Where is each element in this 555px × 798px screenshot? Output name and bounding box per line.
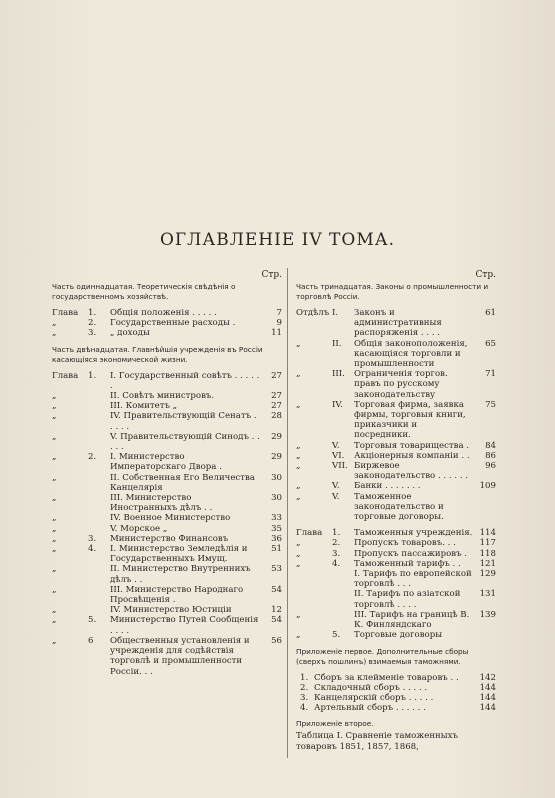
toc-entry: [296, 589, 496, 609]
toc-entry-text: I. Государственный совѣтъ . . . . . .: [110, 370, 260, 391]
toc-entry-marker: „: [296, 630, 301, 641]
toc-entry-text: IV. Министерство Юстиціи: [110, 605, 232, 616]
toc-entry-page: 118: [479, 548, 496, 559]
toc-entry: [52, 308, 282, 318]
toc-entry-marker: „: [296, 461, 301, 472]
toc-entry-marker: „: [296, 538, 301, 549]
toc-entry-page: 131: [479, 589, 496, 600]
toc-entry: [52, 328, 282, 338]
toc-entry-text: Акціонерныя компаніи . .: [354, 450, 470, 461]
toc-entry-marker: „: [52, 513, 57, 524]
toc-entry-number: 1.: [88, 308, 97, 318]
toc-entry-page: 29: [271, 431, 282, 442]
toc-entry-text: Банки . . . . . . .: [354, 481, 421, 492]
toc-entry-text: Пропускъ пассажировъ .: [354, 548, 468, 559]
part-12-entries: [52, 371, 282, 677]
toc-entry-text: Таможенный тарифъ . .: [354, 558, 461, 569]
toc-entry-number: 3.: [88, 328, 97, 339]
toc-entry: [296, 481, 496, 491]
toc-entry: [52, 371, 282, 391]
toc-entry: [52, 534, 282, 544]
toc-entry-page: 117: [479, 538, 496, 549]
toc-entry-text: Биржевое законодательство . . . . . .: [354, 461, 469, 482]
toc-entry-marker: „: [296, 440, 301, 451]
toc-entry: [296, 610, 496, 630]
part-13-heading: Часть тринадцатая. Законы о промышленности и торговлѣ Россіи.: [296, 282, 489, 301]
toc-entry-text: Сборъ за клейменіе товаровъ . .: [314, 672, 459, 683]
toc-entry-number: V.: [332, 440, 340, 451]
toc-entry: [52, 636, 282, 677]
toc-entry: [296, 549, 496, 559]
toc-entry-page: 75: [485, 399, 496, 410]
toc-entry-number: 2.: [300, 682, 309, 693]
toc-entry-page: 53: [271, 564, 282, 575]
toc-entry: [296, 461, 496, 481]
toc-entry-number: 1.: [300, 672, 309, 683]
toc-entry-marker: „: [52, 564, 57, 575]
toc-entry-number: IV.: [332, 399, 343, 410]
toc-entry-text: „ доходы: [110, 328, 150, 339]
toc-entry-page: 144: [479, 703, 496, 714]
page-title: ОГЛАВЛЕНІЕ IV ТОМА.: [159, 230, 396, 250]
toc-entry-text: Общія законоположенія, касающіяся торговли и промышленности: [354, 338, 468, 370]
toc-entry-marker: „: [296, 558, 301, 569]
toc-entry-number: V.: [332, 491, 340, 502]
toc-entry: [296, 703, 496, 713]
toc-entry-marker: „: [296, 491, 301, 502]
toc-entry-text: Торговыя товарищества .: [354, 440, 470, 451]
toc-entry-text: Складочный сборъ . . . . .: [314, 682, 428, 693]
toc-entry-number: 6: [88, 635, 94, 646]
toc-entry-number: VII.: [332, 461, 348, 472]
toc-entry-number: 5.: [332, 630, 341, 641]
toc-entry: [52, 391, 282, 401]
toc-entry: [296, 693, 496, 703]
toc-entry-text: Таблица I. Сравненіе таможенныхъ товаровъ 1851, 1857, 1868,: [296, 731, 458, 752]
toc-entry-page: 35: [271, 523, 282, 534]
toc-entry-number: 2.: [88, 318, 97, 329]
toc-entry: [296, 569, 496, 589]
toc-entry-text: Общественныя установленія и учрежденія для содѣйствія торговлѣ и промышленности Россіи. . .: [110, 635, 250, 677]
toc-entry-page: 129: [479, 569, 496, 580]
toc-entry-text: III. Министерство Иностранныхъ дѣлъ . .: [110, 493, 213, 514]
toc-entry-text: II. Тарифъ по азіатской торговлѣ . . . .: [354, 589, 461, 610]
toc-entry: [296, 731, 496, 751]
toc-entry-number: 1.: [332, 528, 341, 539]
toc-entry-number: VI.: [332, 450, 345, 461]
toc-entry-text: Законъ и административныя распоряженія . . . .: [354, 308, 442, 339]
toc-entry-marker: „: [296, 399, 301, 410]
toc-entry-page: 144: [479, 692, 496, 703]
toc-entry: [296, 369, 496, 400]
toc-entry: [52, 411, 282, 431]
toc-entry: [52, 585, 282, 605]
toc-entry-marker: „: [296, 609, 301, 620]
toc-entry-text: III. Комитетъ „: [110, 401, 178, 412]
toc-entry: [52, 513, 282, 523]
toc-entry: [296, 559, 496, 569]
toc-entry: [296, 308, 496, 339]
toc-entry-text: Государственные расходы .: [110, 318, 236, 329]
right-column: [296, 270, 496, 752]
toc-entry-page: 51: [271, 544, 282, 555]
appendix-1-entries: [296, 673, 496, 714]
appendix-1-heading: Приложеніе первое. Дополнительные сборы (сверхъ пошлинъ) взимаемыя таможнями.: [296, 646, 469, 666]
toc-entry-text: Таможенное законодательство и торговые договоры.: [354, 491, 444, 523]
toc-entry-page: 56: [271, 635, 282, 646]
toc-entry-page: 28: [271, 411, 282, 422]
toc-entry: [296, 492, 496, 523]
toc-entry-text: II. Собственная Его Величества Канцелярія: [110, 472, 255, 493]
toc-entry-marker: „: [52, 493, 57, 504]
toc-entry-text: II. Министерство Внутреннихъ дѣлъ . .: [110, 564, 251, 585]
toc-entry: [52, 605, 282, 615]
toc-entry-number: III.: [332, 369, 345, 380]
part-11-heading: Часть одиннадцатая. Теоретическія свѣдѣнія о государственномъ хозяйствѣ.: [52, 282, 236, 301]
toc-entry-marker: „: [296, 369, 301, 380]
toc-entry-text: II. Совѣтъ министровъ.: [110, 391, 215, 402]
toc-entry-page: 139: [479, 609, 496, 620]
toc-entry: [296, 528, 496, 538]
toc-entry-number: 2.: [88, 452, 97, 463]
toc-entry: [52, 452, 282, 472]
toc-entry-marker: Глава: [52, 308, 79, 318]
toc-entry: [52, 318, 282, 328]
toc-entry-marker: „: [52, 391, 57, 402]
toc-entry-marker: „: [52, 544, 57, 555]
toc-entry-text: Таможенныя учрежденія.: [354, 528, 473, 539]
toc-entry-page: 36: [271, 533, 282, 544]
toc-entry-page: 54: [271, 584, 282, 595]
toc-entry: [52, 544, 282, 564]
toc-entry-page: 27: [271, 370, 282, 381]
toc-entry-marker: „: [52, 472, 57, 483]
toc-entry: [296, 451, 496, 461]
part-11-entries: [52, 308, 282, 339]
toc-entry-number: 3.: [88, 533, 97, 544]
toc-entry-text: Торговая фирма, заявка фирмы, торговыя книги, приказчики и посредники.: [354, 399, 466, 441]
toc-entry-page: 71: [485, 369, 496, 380]
toc-entry-page: 27: [271, 401, 282, 412]
toc-entry-page: 86: [485, 450, 496, 461]
toc-entry: [296, 538, 496, 548]
toc-entry-number: 4.: [300, 703, 309, 714]
toc-entry-number: 4.: [88, 544, 97, 555]
left-column: [52, 270, 282, 677]
toc-entry-page: 12: [271, 605, 282, 616]
toc-entry-page: 65: [485, 338, 496, 349]
toc-entry-number: 1.: [88, 370, 97, 381]
toc-entry-page: 30: [271, 472, 282, 483]
part-12-heading: Часть двѣнадцатая. Главнѣйшія учрежденія въ Россіи касающіяся экономической жизни.: [52, 344, 263, 364]
toc-entry-marker: „: [52, 605, 57, 616]
toc-entry-text: Торговые договоры: [354, 630, 443, 641]
toc-entry-marker: „: [52, 431, 57, 442]
toc-entry-text: IV. Военное Министерство: [110, 513, 231, 524]
toc-entry: [52, 401, 282, 411]
toc-entry-page: 114: [479, 528, 496, 539]
toc-entry-page: 84: [485, 440, 496, 451]
toc-entry: [52, 493, 282, 513]
toc-entry: [52, 524, 282, 534]
toc-entry-text: Министерство Путей Сообщенія . . . .: [110, 615, 259, 636]
toc-entry: [296, 630, 496, 640]
toc-entry-number: 5.: [88, 615, 97, 626]
toc-entry: [296, 683, 496, 693]
toc-entry-page: 27: [271, 391, 282, 402]
toc-entry-marker: „: [52, 411, 57, 422]
toc-entry-marker: Глава: [52, 370, 79, 381]
toc-entry-text: Канцелярскій сборъ . . . . .: [314, 692, 434, 703]
toc-entry-marker: „: [52, 318, 57, 329]
toc-entry-marker: „: [296, 481, 301, 492]
toc-entry-text: III. Министерство Народнаго Просвѣщенія .: [110, 584, 244, 606]
toc-entry-marker: „: [52, 615, 57, 626]
toc-entry-marker: Глава: [296, 528, 323, 539]
toc-entry-marker: „: [296, 450, 301, 461]
page-col-label-left: Стр.: [261, 270, 282, 280]
toc-entry-page: 7: [276, 308, 282, 318]
toc-entry-page: 109: [479, 481, 496, 492]
toc-entry-text: IV. Правительствующій Сенатъ . . . . .: [110, 411, 257, 432]
toc-entry-page: 33: [271, 513, 282, 524]
toc-entry-page: 30: [271, 493, 282, 504]
toc-entry-text: Ограниченія торгов. правъ по русскому законодательству: [354, 369, 448, 400]
page-col-label-right: Стр.: [475, 270, 496, 280]
toc-entry-page: 9: [276, 318, 282, 329]
toc-entry-text: Министерство Финансовъ: [110, 533, 229, 544]
toc-entry-page: 142: [479, 672, 496, 683]
toc-entry-marker: „: [296, 548, 301, 559]
toc-entry-text: V. Морское „: [110, 523, 168, 534]
toc-entry-text: III. Тарифъ на границѣ В. К. Финляндскаго: [354, 609, 470, 631]
toc-entry-marker: „: [52, 452, 57, 463]
toc-entry-page: 144: [479, 682, 496, 693]
toc-entry: [296, 339, 496, 370]
toc-entry-number: I.: [332, 308, 339, 318]
toc-entry-number: 3.: [300, 692, 309, 703]
toc-entry: [52, 473, 282, 493]
otdel-entries: [296, 308, 496, 522]
toc-entry-text: Артельный сборъ . . . . . .: [314, 703, 426, 714]
toc-entry-page: 29: [271, 452, 282, 463]
toc-entry-number: 4.: [332, 558, 341, 569]
toc-entry-marker: „: [52, 401, 57, 412]
toc-entry-page: 96: [485, 461, 496, 472]
toc-entry-number: V.: [332, 481, 340, 492]
toc-entry: [52, 615, 282, 635]
toc-entry: [52, 564, 282, 584]
toc-entry-marker: „: [52, 584, 57, 595]
toc-entry-marker: „: [52, 523, 57, 534]
appendix-2-heading: Приложеніе второе.: [296, 719, 374, 729]
column-divider: [287, 268, 288, 758]
toc-entry: [296, 441, 496, 451]
toc-entry: [296, 400, 496, 441]
glava-entries: [296, 528, 496, 640]
toc-entry-text: I. Министерство Императорскаго Двора .: [110, 452, 222, 473]
toc-entry: [52, 432, 282, 452]
toc-entry-number: 3.: [332, 548, 341, 559]
toc-entry-page: 121: [479, 558, 496, 569]
toc-entry-page: 11: [271, 328, 282, 339]
toc-entry-page: 54: [271, 615, 282, 626]
toc-entry-text: Пропускъ товаровъ. . .: [354, 538, 456, 549]
toc-entry-marker: „: [296, 338, 301, 349]
toc-entry-text: Общія положенія . . . . .: [110, 308, 217, 318]
toc-entry-marker: „: [52, 635, 57, 646]
toc-entry-marker: „: [52, 328, 57, 339]
toc-entry-number: II.: [332, 338, 342, 349]
toc-entry-marker: „: [52, 533, 57, 544]
toc-entry-number: 2.: [332, 538, 341, 549]
toc-entry-text: V. Правительствующій Синодъ . . . . .: [110, 431, 260, 453]
toc-entry: [296, 673, 496, 683]
toc-entry-marker: Отдѣлъ: [296, 308, 330, 318]
toc-entry-text: I. Министерство Земледѣлія и Государственныхъ Имущ.: [110, 544, 248, 565]
toc-entry-text: I. Тарифъ по европейской торговлѣ . . .: [354, 569, 472, 590]
toc-entry-page: 61: [485, 308, 496, 318]
